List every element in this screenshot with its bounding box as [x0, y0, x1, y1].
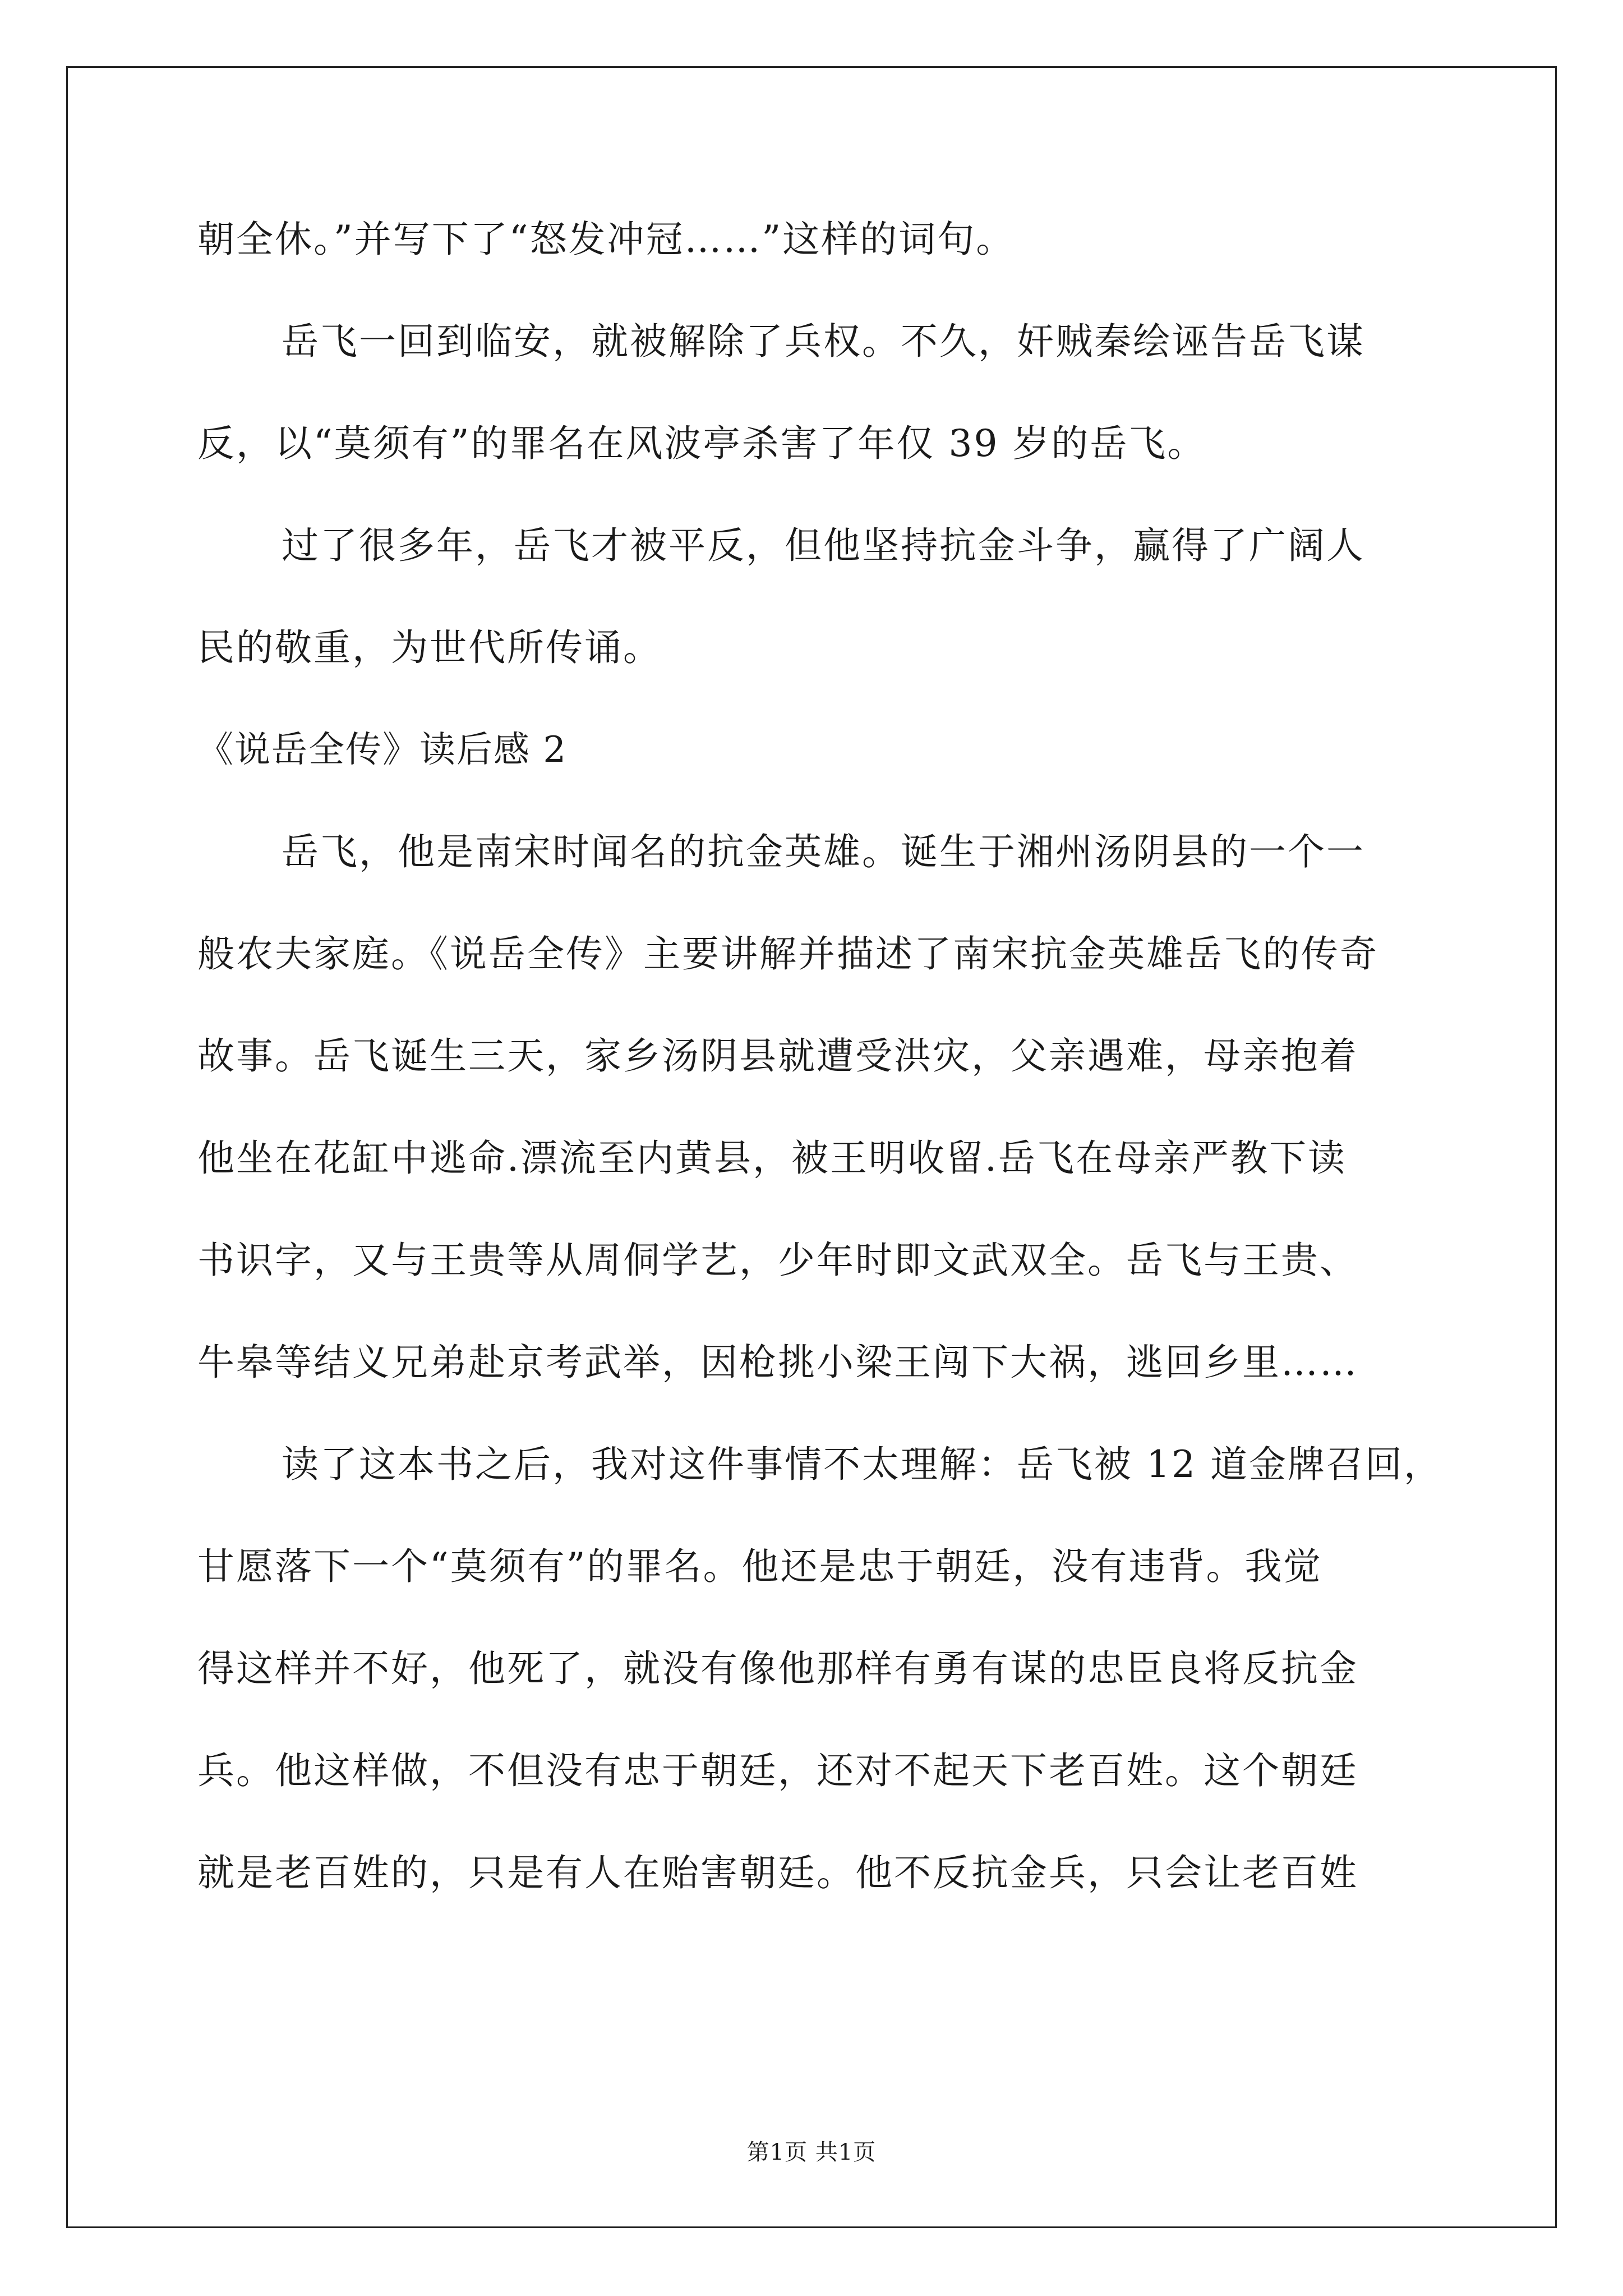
text-line: 书识字，又与王贵等从周侗学艺，少年时即文武双全。岳飞与王贵、	[197, 1239, 1358, 1282]
text-line: 般农夫家庭。《说岳全传》主要讲解并描述了南宋抗金英雄岳飞的传奇	[197, 932, 1378, 976]
page-footer: 第1页 共1页	[746, 2139, 877, 2165]
document-body	[197, 188, 1442, 1924]
text-line: 甘愿落下一个“莫须有”的罪名。他还是忠于朝廷，没有违背。我觉	[197, 1545, 1322, 1588]
section-heading: 《说岳全传》读后感 2	[197, 729, 568, 771]
text-line: 就是老百姓的，只是有人在贻害朝廷。他不反抗金兵，只会让老百姓	[197, 1851, 1358, 1894]
text-line: 兵。他这样做，不但没有忠于朝廷，还对不起天下老百姓。这个朝廷	[197, 1749, 1358, 1792]
text-line: 牛皋等结义兄弟赴京考武举，因枪挑小梁王闯下大祸，逃回乡里……	[197, 1341, 1358, 1384]
text-line: 民的敬重，为世代所传诵。	[197, 626, 662, 669]
text-line: 反，以“莫须有”的罪名在风波亭杀害了年仅 39 岁的岳飞。	[197, 422, 1206, 465]
text-line: 朝全休。”并写下了“怒发冲冠……”这样的词句。	[197, 218, 1015, 261]
text-line: 得这样并不好，他死了，就没有像他那样有勇有谋的忠臣良将反抗金	[197, 1647, 1358, 1690]
paragraph-start-line: 过了很多年，岳飞才被平反，但他坚持抗金斗争，赢得了广阔人	[282, 524, 1365, 567]
text-line: 他坐在花缸中逃命.漂流至内黄县，被王明收留.岳飞在母亲严教下读	[197, 1137, 1347, 1180]
text-line: 故事。岳飞诞生三天，家乡汤阴县就遭受洪灾，父亲遇难，母亲抱着	[197, 1034, 1358, 1078]
paragraph-start-line: 岳飞，他是南宋时闻名的抗金英雄。诞生于湘州汤阴县的一个一	[282, 830, 1365, 873]
paragraph-start-line: 岳飞一回到临安，就被解除了兵权。不久，奸贼秦绘诬告岳飞谋	[282, 320, 1365, 363]
paragraph-start-line: 读了这本书之后，我对这件事情不太理解：岳飞被 12 道金牌召回，	[282, 1443, 1442, 1486]
